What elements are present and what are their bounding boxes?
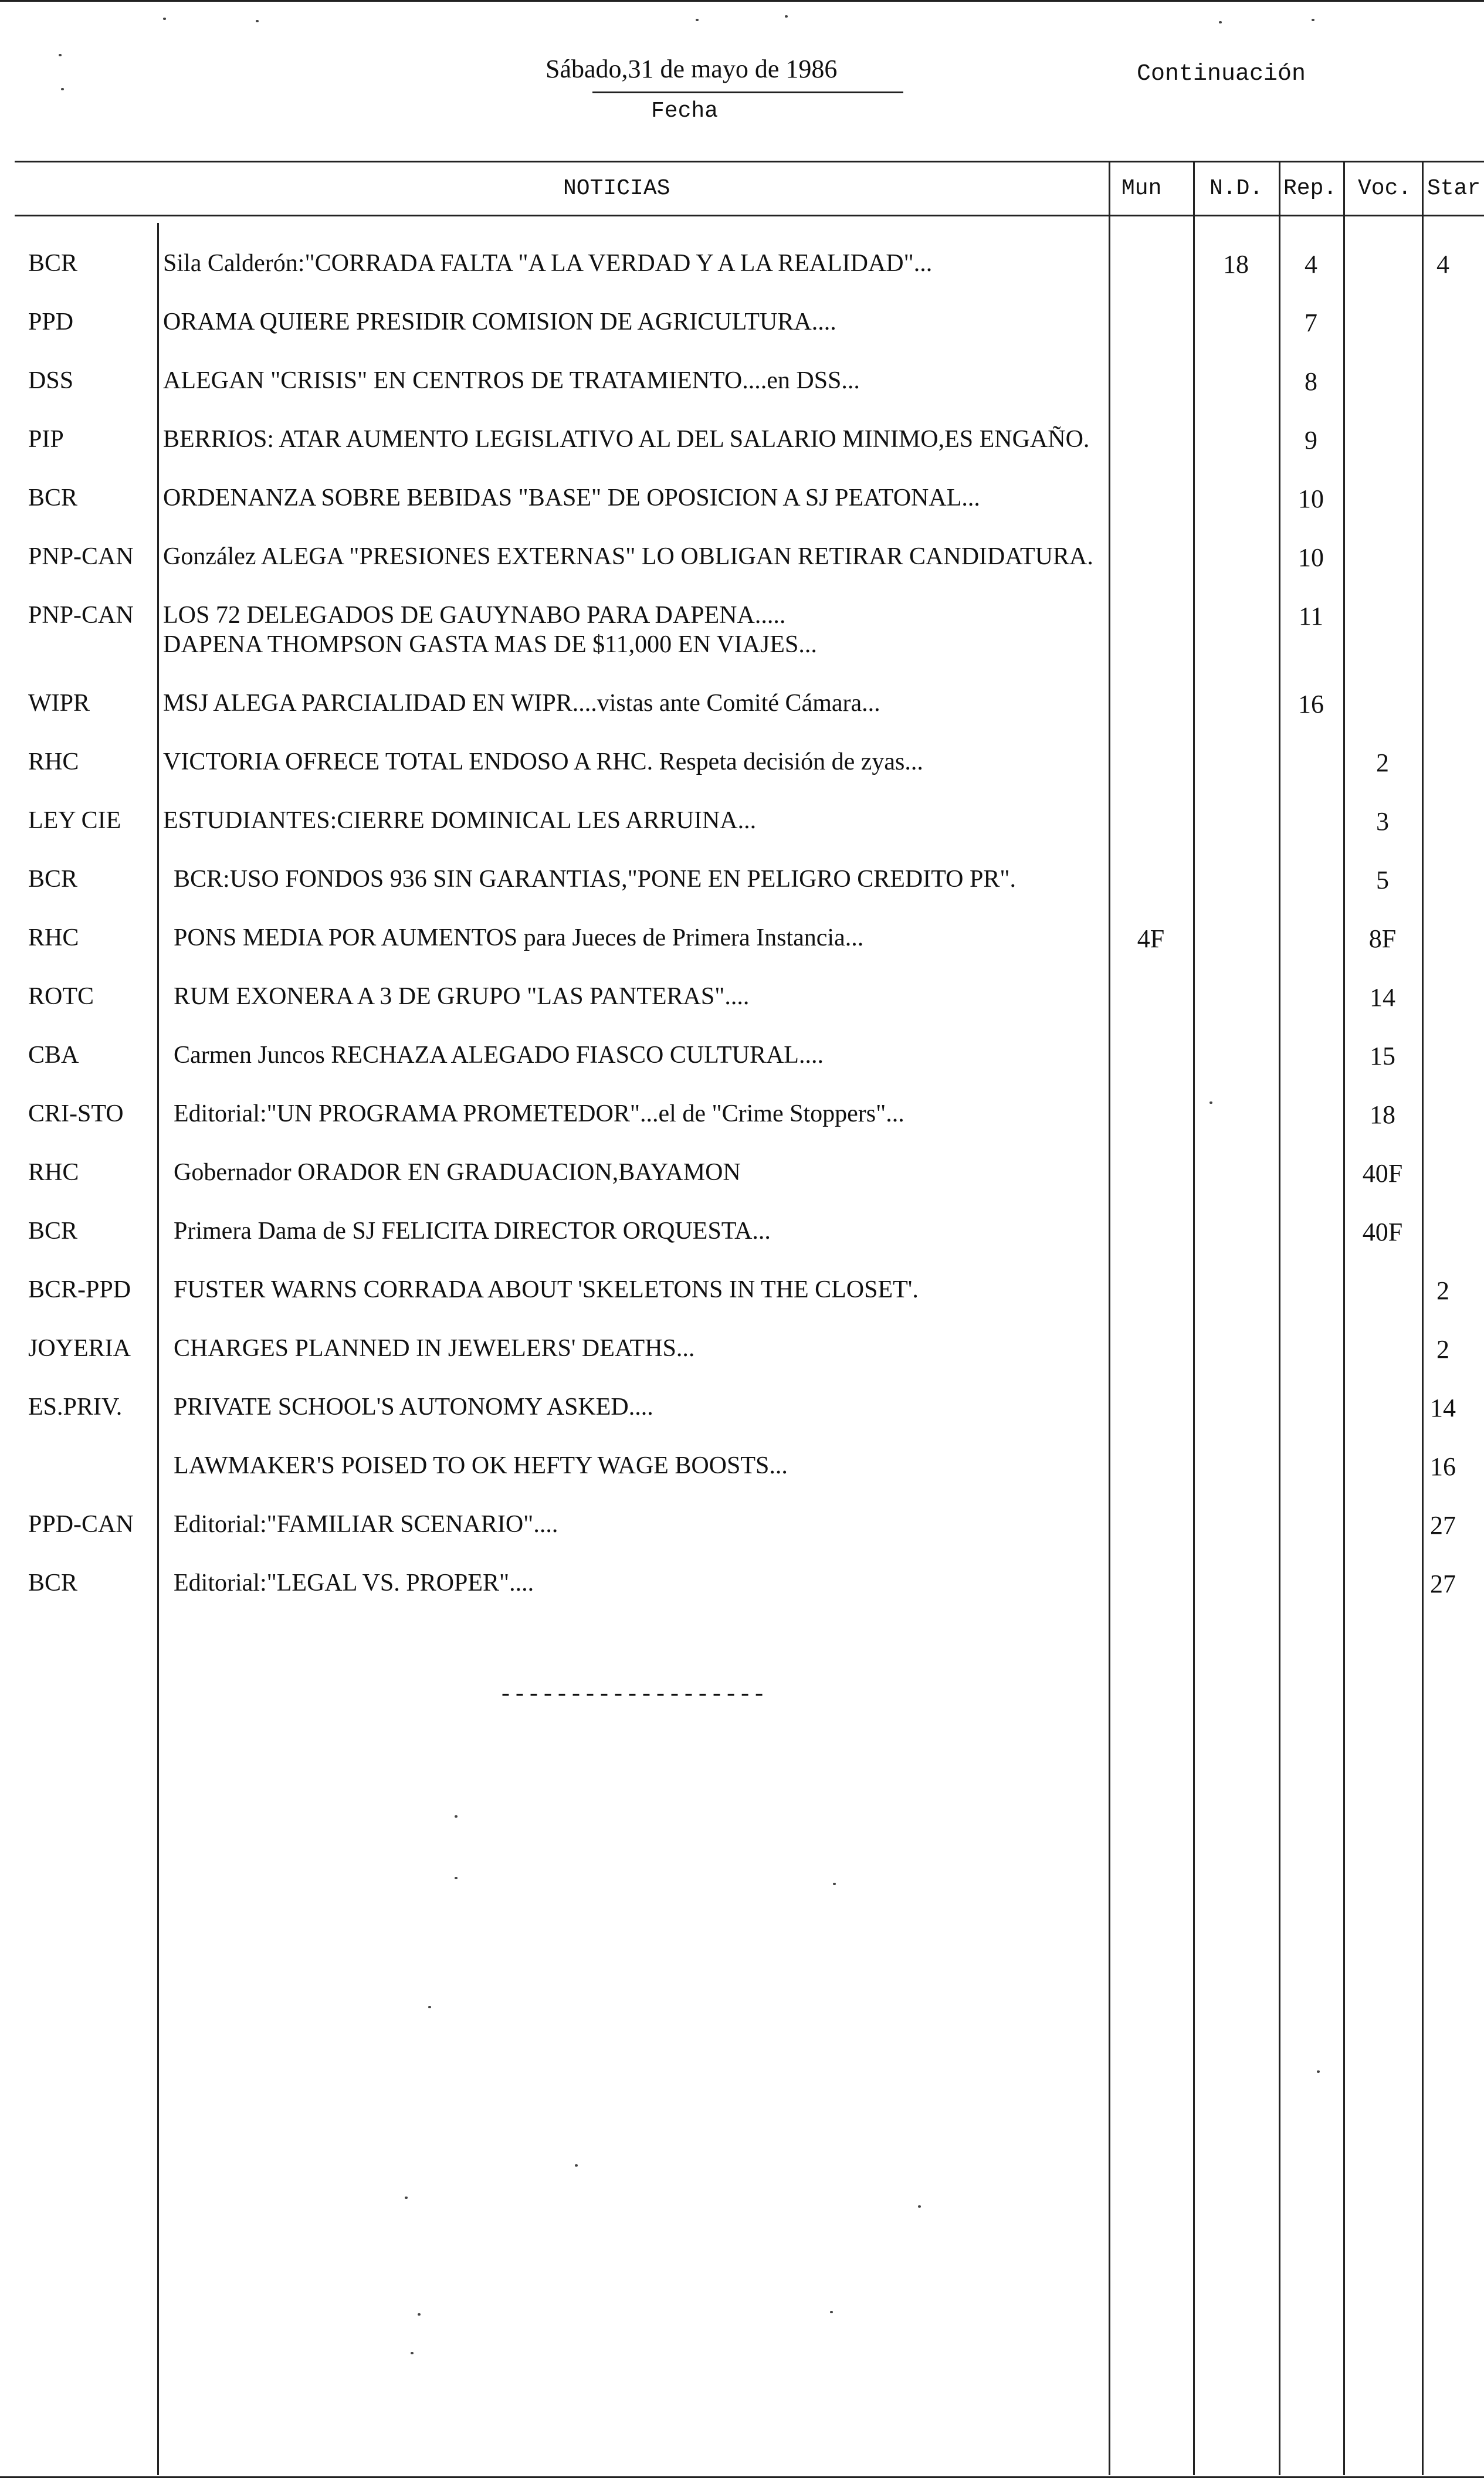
- mun-column-rule: [1109, 161, 1110, 2475]
- row-headline: BCR:USO FONDOS 936 SIN GARANTIAS,"PONE EN PELIGRO CREDITO PR".: [174, 866, 1016, 893]
- row-tag: BCR: [28, 1218, 78, 1245]
- row-headline: González ALEGA "PRESIONES EXTERNAS" LO OBLIGAN RETIRAR CANDIDATURA.: [163, 543, 1093, 570]
- row-rep-page: 11: [1298, 602, 1324, 631]
- row-tag: WIPR: [28, 690, 90, 717]
- column-header-star: Star: [1427, 176, 1481, 201]
- row-star-page: 2: [1436, 1276, 1449, 1305]
- scan-speck: [785, 15, 788, 18]
- row-headline: ESTUDIANTES:CIERRE DOMINICAL LES ARRUINA...: [163, 807, 757, 834]
- scan-speck: [833, 1883, 836, 1885]
- row-tag: BCR: [28, 1570, 78, 1597]
- row-voc-page: 8F: [1368, 924, 1397, 953]
- row-headline: Primera Dama de SJ FELICITA DIRECTOR ORQUESTA...: [174, 1218, 771, 1245]
- scan-speck: [59, 54, 62, 56]
- row-nd-page: 18: [1223, 250, 1249, 279]
- row-tag: PPD-CAN: [28, 1511, 134, 1538]
- row-headline: RUM EXONERA A 3 DE GRUPO "LAS PANTERAS"....: [174, 983, 750, 1010]
- row-headline: ORDENANZA SOBRE BEBIDAS "BASE" DE OPOSICION A SJ PEATONAL...: [163, 484, 980, 511]
- row-headline: Editorial:"UN PROGRAMA PROMETEDOR"...el de "Crime Stoppers"...: [174, 1100, 904, 1127]
- row-headline: PRIVATE SCHOOL'S AUTONOMY ASKED....: [174, 1394, 653, 1421]
- row-tag: BCR: [28, 484, 78, 511]
- row-tag: JOYERIA: [28, 1335, 131, 1362]
- row-tag: BCR: [28, 866, 78, 893]
- row-rep-page: 4: [1305, 250, 1317, 279]
- row-star-page: 27: [1430, 1570, 1456, 1598]
- column-header-mun: Mun: [1122, 176, 1162, 201]
- page-date: Sábado,31 de mayo de 1986: [546, 55, 838, 83]
- tag-column-rule: [157, 223, 159, 2475]
- row-headline: Carmen Juncos RECHAZA ALEGADO FIASCO CULTURAL....: [174, 1042, 824, 1069]
- row-voc-page: 14: [1370, 983, 1395, 1012]
- row-tag: PIP: [28, 426, 64, 453]
- row-tag: PNP-CAN: [28, 543, 134, 570]
- row-star-page: 16: [1430, 1452, 1456, 1481]
- date-underline: [592, 91, 903, 93]
- row-headline: ALEGAN "CRISIS" EN CENTROS DE TRATAMIENTO....en DSS...: [163, 367, 860, 394]
- row-headline: BERRIOS: ATAR AUMENTO LEGISLATIVO AL DEL SALARIO MINIMO,ES ENGAÑO.: [163, 426, 1090, 453]
- scan-speck: [256, 20, 259, 22]
- row-headline: LOS 72 DELEGADOS DE GAUYNABO PARA DAPENA.....: [163, 602, 786, 629]
- row-voc-page: 3: [1376, 807, 1389, 836]
- top-border: [0, 0, 1484, 2]
- bottom-border: [0, 2476, 1484, 2478]
- scan-speck: [1317, 2070, 1320, 2073]
- row-rep-page: 9: [1305, 426, 1317, 455]
- row-headline: FUSTER WARNS CORRADA ABOUT 'SKELETONS IN THE CLOSET'.: [174, 1276, 919, 1303]
- scan-speck: [428, 2006, 431, 2008]
- scan-speck: [61, 88, 64, 90]
- row-tag: CBA: [28, 1042, 79, 1069]
- row-voc-page: 40F: [1362, 1159, 1403, 1188]
- row-tag: RHC: [28, 1159, 79, 1186]
- row-voc-page: 2: [1376, 748, 1389, 777]
- scan-speck: [575, 2164, 578, 2167]
- scan-speck: [405, 2197, 408, 2199]
- table-top-rule: [15, 161, 1484, 162]
- row-voc-page: 18: [1370, 1100, 1395, 1129]
- column-header-news: NOTICIAS: [563, 176, 670, 201]
- row-headline: ORAMA QUIERE PRESIDIR COMISION DE AGRICULTURA....: [163, 309, 836, 335]
- row-tag: LEY CIE: [28, 807, 121, 834]
- scan-speck: [918, 2205, 921, 2208]
- scan-speck: [455, 1815, 458, 1818]
- column-header-nd: N.D.: [1209, 176, 1263, 201]
- row-tag: BCR: [28, 250, 78, 277]
- row-headline: MSJ ALEGA PARCIALIDAD EN WIPR....vistas ante Comité Cámara...: [163, 690, 880, 717]
- voc-column-rule: [1343, 161, 1345, 2475]
- row-star-page: 27: [1430, 1511, 1456, 1540]
- scan-speck: [418, 2313, 421, 2316]
- row-headline: Gobernador ORADOR EN GRADUACION,BAYAMON: [174, 1159, 741, 1186]
- row-tag: PNP-CAN: [28, 602, 134, 629]
- scan-speck: [1209, 1101, 1212, 1104]
- row-headline: Editorial:"FAMILIAR SCENARIO"....: [174, 1511, 558, 1538]
- row-rep-page: 10: [1298, 484, 1324, 513]
- scan-speck: [830, 2311, 833, 2313]
- row-headline: CHARGES PLANNED IN JEWELERS' DEATHS...: [174, 1335, 695, 1362]
- row-voc-page: 40F: [1362, 1218, 1403, 1246]
- scan-speck: [696, 19, 699, 21]
- row-tag: ROTC: [28, 983, 94, 1010]
- row-rep-page: 10: [1298, 543, 1324, 572]
- row-headline: PONS MEDIA POR AUMENTOS para Jueces de Primera Instancia...: [174, 924, 864, 951]
- row-rep-page: 7: [1305, 309, 1317, 337]
- row-headline: Sila Calderón:"CORRADA FALTA "A LA VERDAD Y A LA REALIDAD"...: [163, 250, 933, 277]
- scan-speck: [163, 18, 166, 20]
- row-star-page: 14: [1430, 1394, 1456, 1422]
- row-tag: CRI-STO: [28, 1100, 124, 1127]
- header-bottom-rule: [15, 215, 1484, 216]
- row-tag: DSS: [28, 367, 74, 394]
- row-rep-page: 8: [1305, 367, 1317, 396]
- date-label: Fecha: [651, 99, 719, 124]
- scan-speck: [1312, 19, 1314, 21]
- row-rep-page: 16: [1298, 690, 1324, 718]
- scan-speck: [1219, 21, 1222, 23]
- row-voc-page: 5: [1376, 866, 1389, 894]
- scan-speck: [411, 2352, 414, 2354]
- row-star-page: 2: [1436, 1335, 1449, 1364]
- continuation-label: Continuación: [1137, 61, 1306, 87]
- row-tag: RHC: [28, 924, 79, 951]
- row-headline: LAWMAKER'S POISED TO OK HEFTY WAGE BOOSTS...: [174, 1452, 788, 1479]
- row-tag: BCR-PPD: [28, 1276, 131, 1303]
- column-header-voc: Voc.: [1358, 176, 1412, 201]
- nd-column-rule: [1193, 161, 1195, 2475]
- row-headline: DAPENA THOMPSON GASTA MAS DE $11,000 EN VIAJES...: [163, 631, 817, 658]
- row-mun-page: 4F: [1137, 924, 1165, 953]
- row-tag: PPD: [28, 309, 74, 335]
- scan-speck: [455, 1877, 458, 1879]
- separator-dashes: -------------------: [499, 1682, 767, 1709]
- column-header-rep: Rep.: [1283, 176, 1337, 201]
- row-star-page: 4: [1436, 250, 1449, 279]
- row-headline: Editorial:"LEGAL VS. PROPER"....: [174, 1570, 534, 1597]
- row-tag: RHC: [28, 748, 79, 775]
- row-tag: ES.PRIV.: [28, 1394, 123, 1421]
- star-column-rule: [1422, 161, 1424, 2475]
- row-voc-page: 15: [1370, 1042, 1395, 1070]
- row-headline: VICTORIA OFRECE TOTAL ENDOSO A RHC. Respeta decisión de zyas...: [163, 748, 923, 775]
